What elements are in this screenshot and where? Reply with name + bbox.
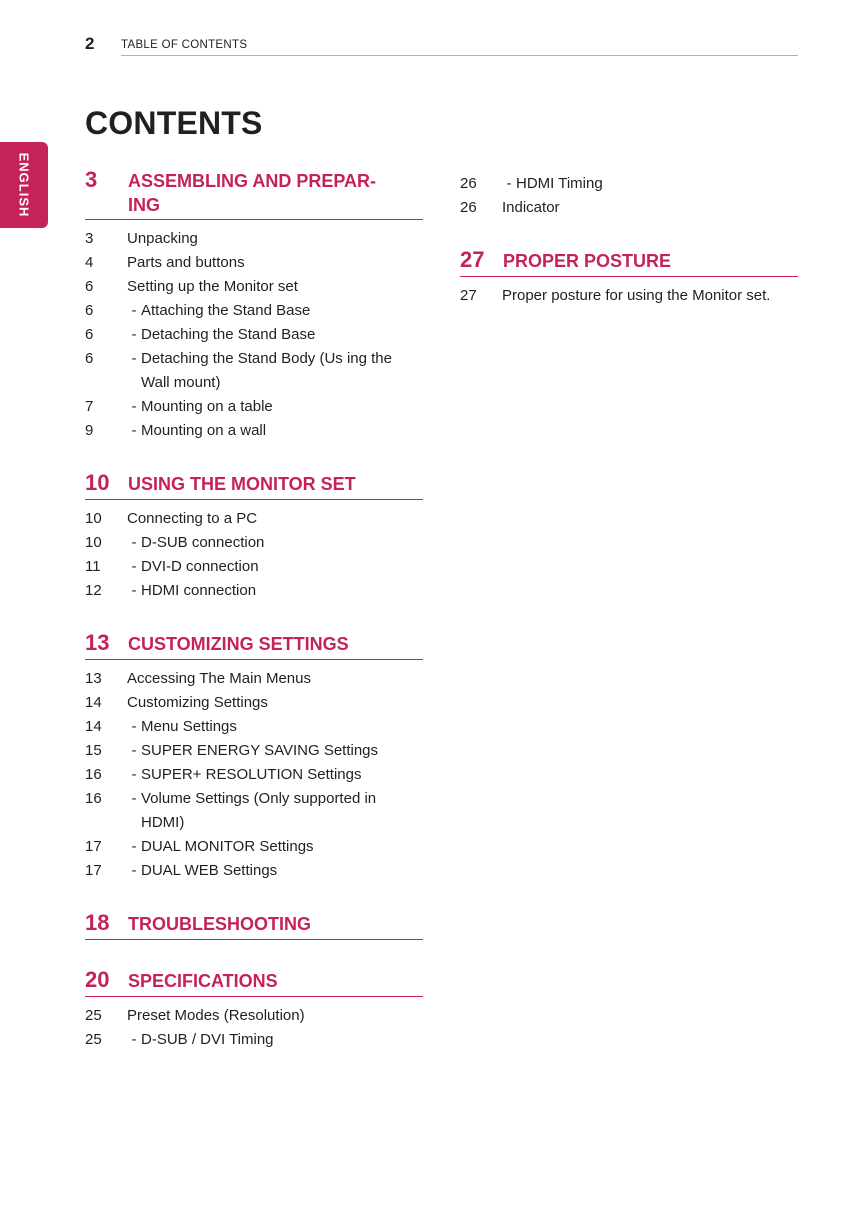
toc-entry-text: Setting up the Monitor set (127, 278, 298, 295)
toc-entry[interactable] (85, 531, 423, 555)
toc-section (85, 629, 423, 883)
toc-entry-page: 16 (85, 790, 102, 807)
toc-right-column (460, 172, 798, 334)
toc-entry[interactable] (85, 275, 423, 299)
toc-entry-page: 6 (85, 350, 94, 367)
toc-entry[interactable] (85, 395, 423, 419)
toc-entry-page: 9 (85, 422, 94, 439)
toc-entry[interactable] (85, 691, 423, 715)
toc-section-heading[interactable] (85, 166, 423, 220)
toc-entry-dash: - (131, 790, 137, 807)
toc-entry-text: Detaching the Stand Base (141, 326, 316, 343)
toc-entry-text: Attaching the Stand Base (141, 302, 311, 319)
toc-entry-text: HDMI Timing (516, 175, 603, 192)
toc-entry-dash: - (131, 1031, 137, 1048)
toc-entry-page: 10 (85, 510, 102, 527)
toc-entry-text: Detaching the Stand Body (Us ing the Wall mount) (141, 350, 392, 391)
toc-section-heading[interactable] (460, 246, 798, 277)
toc-section-number: 27 (460, 247, 485, 272)
toc-entry-dash: - (131, 766, 137, 783)
toc-entry[interactable] (85, 227, 423, 251)
toc-entry[interactable] (85, 763, 423, 787)
toc-section (85, 469, 423, 603)
toc-entry-text: DVI-D connection (141, 558, 259, 575)
toc-entry-text: D-SUB / DVI Timing (141, 1031, 274, 1048)
toc-entry-page: 11 (85, 558, 101, 575)
toc-entry-page: 26 (460, 175, 477, 192)
toc-entry[interactable] (85, 299, 423, 323)
toc-section-title: ASSEMBLING AND PREPAR- ING (128, 171, 377, 215)
toc-entry[interactable] (85, 715, 423, 739)
toc-entry-page: 14 (85, 718, 102, 735)
toc-entry-page: 25 (85, 1031, 102, 1048)
toc-entry[interactable] (85, 555, 423, 579)
toc-section-number: 18 (85, 910, 110, 935)
toc-entry-text: Indicator (502, 199, 560, 216)
toc-section (460, 246, 798, 308)
toc-entry[interactable] (85, 419, 423, 443)
toc-section-title: TROUBLESHOOTING (128, 914, 311, 934)
toc-entry-text: SUPER+ RESOLUTION Settings (141, 766, 362, 783)
toc-entry[interactable] (85, 787, 423, 835)
toc-section-number: 10 (85, 470, 110, 495)
toc-left-column (85, 166, 423, 1078)
toc-entry-dash: - (131, 398, 137, 415)
toc-section-number: 3 (85, 167, 98, 192)
toc-entry-page: 15 (85, 742, 102, 759)
toc-entry-text: Proper posture for using the Monitor set. (502, 287, 771, 304)
toc-entry-dash: - (131, 326, 137, 343)
toc-entry[interactable] (85, 1004, 423, 1028)
toc-entry-text: DUAL MONITOR Settings (141, 838, 314, 855)
toc-entry-text: SUPER ENERGY SAVING Settings (141, 742, 379, 759)
toc-entry-page: 6 (85, 326, 94, 343)
toc-entry-dash: - (131, 558, 137, 575)
toc-entry[interactable] (85, 347, 423, 395)
toc-section-heading[interactable] (85, 629, 423, 660)
toc-entry-dash: - (131, 582, 137, 599)
toc-entry-page: 6 (85, 302, 94, 319)
toc-entry-dash: - (506, 175, 512, 192)
toc-entry-text: Mounting on a table (141, 398, 273, 415)
toc-entry-page: 7 (85, 398, 94, 415)
toc-entry[interactable] (85, 859, 423, 883)
toc-entry[interactable] (85, 835, 423, 859)
toc-section-heading[interactable] (85, 909, 423, 940)
toc-entry-text: Connecting to a PC (127, 510, 258, 527)
toc-entry-text: DUAL WEB Settings (141, 862, 278, 879)
toc-entry[interactable] (85, 667, 423, 691)
toc-entry-text: Parts and buttons (127, 254, 245, 271)
running-header-title: TABLE OF CONTENTS (121, 39, 248, 51)
toc-entry[interactable] (85, 507, 423, 531)
toc-entry-page: 14 (85, 694, 102, 711)
toc-section (85, 909, 423, 940)
toc-entry-text: Mounting on a wall (141, 422, 267, 439)
toc-entry[interactable] (85, 323, 423, 347)
toc-entry-text: Unpacking (127, 230, 198, 247)
toc-entry-text: Accessing The Main Menus (127, 670, 311, 687)
toc-entry-page: 3 (85, 230, 94, 247)
header-rule (121, 55, 798, 56)
toc-entry-dash: - (131, 350, 137, 367)
toc-entry[interactable] (85, 251, 423, 275)
toc-entry-text: D-SUB connection (141, 534, 265, 551)
toc-entry-dash: - (131, 862, 137, 879)
toc-entry[interactable] (460, 172, 798, 196)
toc-entry-page: 12 (85, 582, 102, 599)
toc-section-title: PROPER POSTURE (503, 251, 672, 271)
toc-entry-text: HDMI connection (141, 582, 257, 599)
toc-entry-page: 17 (85, 838, 102, 855)
toc-entry-text: Preset Modes (Resolution) (127, 1007, 305, 1024)
toc-entry[interactable] (85, 579, 423, 603)
toc-section-title: USING THE MONITOR SET (128, 474, 356, 494)
toc-section-number: 20 (85, 967, 110, 992)
page-title: CONTENTS (85, 105, 263, 141)
toc-entry-text: Volume Settings (Only supported in HDMI) (141, 790, 377, 831)
language-tab-label: ENGLISH (16, 152, 32, 218)
toc-section-title: SPECIFICATIONS (128, 971, 278, 991)
toc-section-heading[interactable] (85, 966, 423, 997)
toc-entry-text: Customizing Settings (127, 694, 268, 711)
toc-continuation (460, 172, 798, 220)
toc-entry-page: 27 (460, 287, 477, 304)
toc-entry-page: 26 (460, 199, 477, 216)
toc-entry-dash: - (131, 302, 137, 319)
toc-entry-page: 13 (85, 670, 102, 687)
toc-entry-text: Menu Settings (141, 718, 237, 735)
toc-entry-page: 4 (85, 254, 94, 271)
toc-entry-dash: - (131, 718, 137, 735)
toc-section-title: CUSTOMIZING SETTINGS (128, 634, 349, 654)
toc-entry-page: 25 (85, 1007, 102, 1024)
toc-entry-dash: - (131, 838, 137, 855)
toc-section (85, 966, 423, 1052)
toc-entry[interactable] (85, 739, 423, 763)
toc-section-heading[interactable] (85, 469, 423, 500)
toc-entry-dash: - (131, 742, 137, 759)
toc-section (85, 166, 423, 443)
toc-entry-page: 16 (85, 766, 102, 783)
toc-entry-page: 10 (85, 534, 102, 551)
toc-entry-page: 17 (85, 862, 102, 879)
toc-entry-page: 6 (85, 278, 94, 295)
toc-entry[interactable] (460, 196, 798, 220)
toc-entry-dash: - (131, 534, 137, 551)
toc-entry[interactable] (85, 1028, 423, 1052)
toc-entry[interactable] (460, 284, 798, 308)
toc-section-number: 13 (85, 630, 110, 655)
page-number: 2 (85, 34, 95, 53)
toc-entry-dash: - (131, 422, 137, 439)
